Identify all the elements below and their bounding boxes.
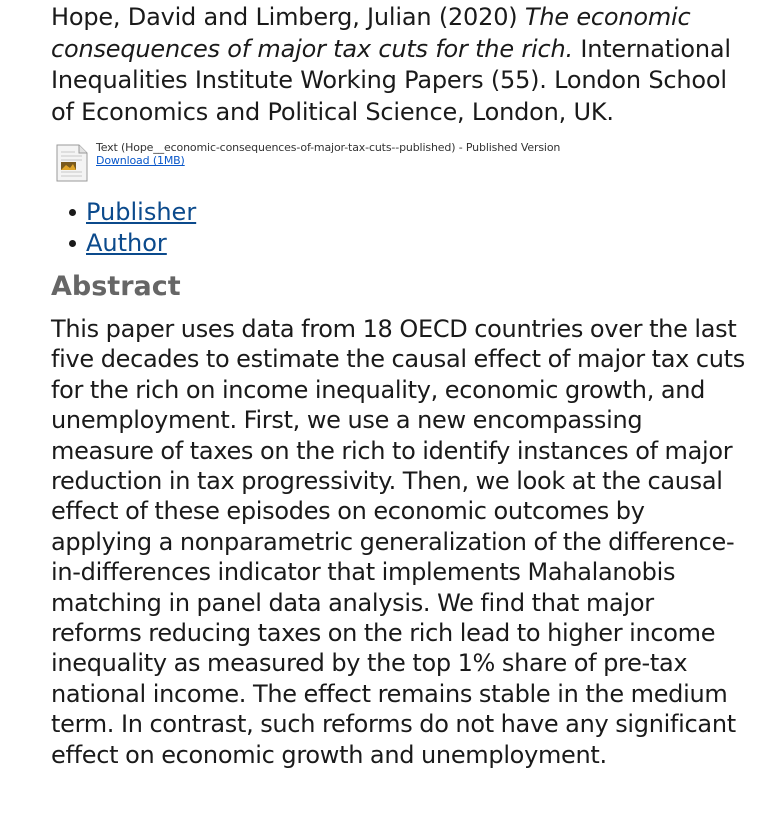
citation bbox=[51, 2, 751, 128]
publisher-link[interactable]: Publisher bbox=[86, 198, 197, 226]
document-description: Text (Hope__economic-consequences-of-major-tax-cuts--published) - Published Version bbox=[96, 141, 561, 154]
abstract-text: This paper uses data from 18 OECD countries over the last five decades to estimate the causal effect of major tax cuts for the rich on income inequality, economic growth, and unemployment. First, we use a new encompassing measure of taxes on the rich to identify instances of major reduction in tax progressivity. Then, we look at the causal effect of these episodes on economic outcomes by applying a nonparametric generalization of the difference-in-differences indicator that implements Mahalanobis matching in panel data analysis. We find that major reforms reducing taxes on the rich lead to higher income inequality as measured by the top 1% share of pre-tax national income. The effect remains stable in the medium term. In contrast, such reforms do not have any significant effect on economic growth and unemployment. bbox=[51, 315, 745, 769]
citation-title: The economic consequences of major tax cuts for the rich. bbox=[51, 3, 691, 63]
author-link[interactable]: Author bbox=[86, 229, 167, 257]
bullet-icon bbox=[69, 240, 76, 247]
abstract-heading: Abstract bbox=[51, 271, 181, 302]
document-icon[interactable] bbox=[55, 144, 89, 182]
list-item bbox=[51, 197, 751, 228]
document-meta bbox=[96, 141, 560, 167]
download-link[interactable]: Download (1MB) bbox=[96, 154, 185, 167]
list-item bbox=[51, 228, 751, 259]
bullet-icon bbox=[69, 209, 76, 216]
eprint-record bbox=[51, 0, 751, 770]
citation-authors-year: Hope, David and Limberg, Julian (2020) bbox=[51, 3, 518, 31]
document-entry bbox=[51, 141, 751, 183]
related-links bbox=[51, 197, 751, 259]
citation-series: International Inequalities Institute Working Papers (55). London School of Economics and Political Science, London, UK. bbox=[51, 34, 731, 126]
